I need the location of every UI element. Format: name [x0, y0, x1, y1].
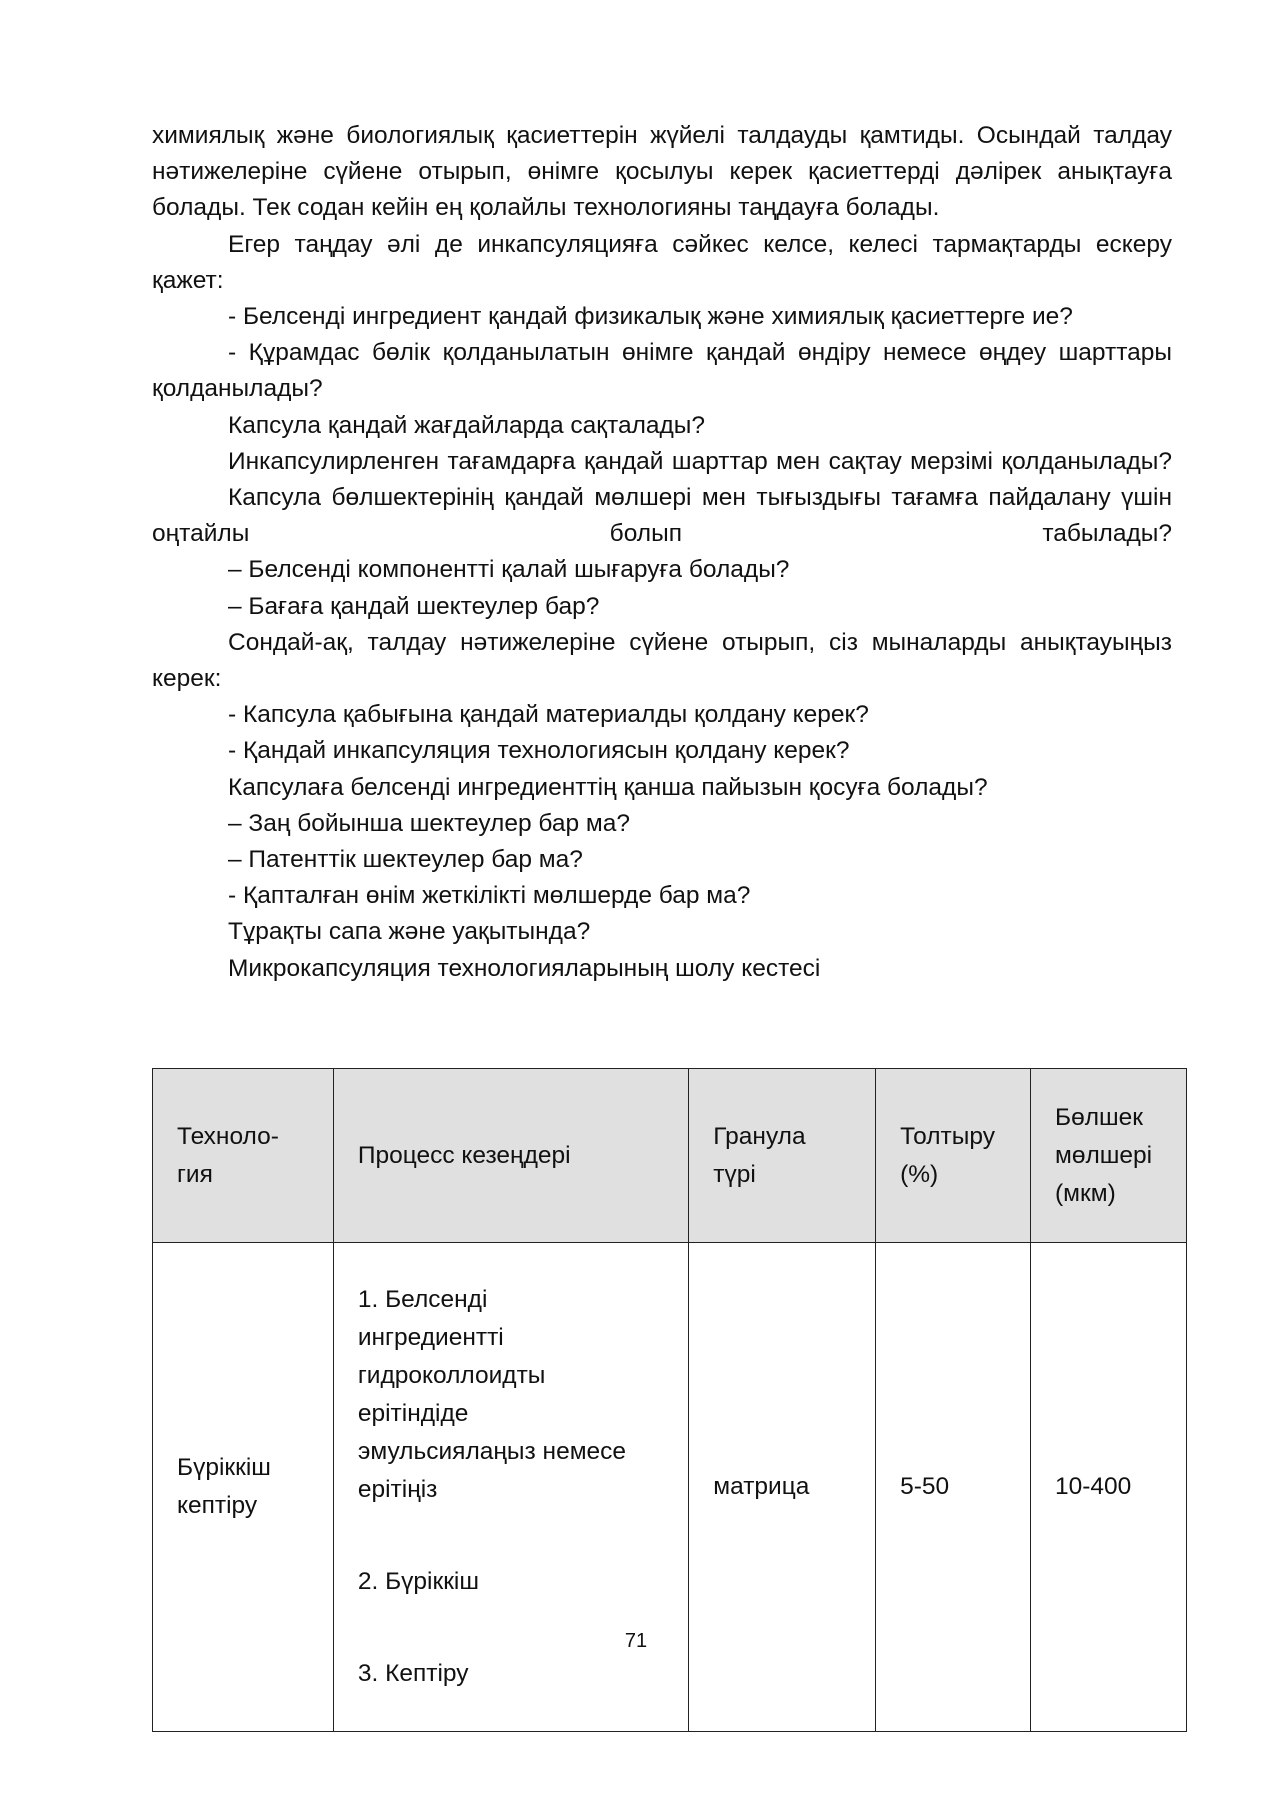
header-stages: Процесс кезеңдері: [333, 1069, 688, 1243]
paragraph: – Бағаға қандай шектеулер бар?: [228, 592, 600, 620]
cell-filling: 5-50: [876, 1243, 1031, 1732]
table-row: [153, 1243, 1187, 1732]
paragraph: Егер таңдау әлі де инкапсуляцияға сәйкес келсе, келесі тармақтарды ескеру қажет:: [152, 230, 1172, 294]
cell-granule: матрица: [689, 1243, 876, 1732]
paragraph: - Қапталған өнім жеткілікті мөлшерде бар ма?: [228, 882, 751, 910]
paragraph: - Қандай инкапсуляция технологиясын қолдану керек?: [228, 737, 850, 765]
stage-step: 2. Бүріккіш: [357, 1568, 480, 1595]
paragraph: Тұрақты сапа және уақытында?: [228, 918, 591, 946]
paragraph: – Белсенді компонентті қалай шығаруға болады?: [228, 556, 790, 584]
paragraph: - Құрамдас бөлік қолданылатын өнімге қандай өндіру немесе өңдеу шарттары қолданылады?: [152, 339, 1172, 403]
paragraph: Капсулаға белсенді ингредиенттің қанша пайызын қосуға болады?: [228, 773, 988, 801]
cell-size: 10-400: [1031, 1243, 1187, 1732]
stage-step: 3. Кептіру: [357, 1660, 469, 1687]
paragraph: Капсула бөлшектерінің қандай мөлшері мен тығыздығы тағамға пайдалану үшін оңтайлы болып табылады?: [152, 484, 1172, 548]
paragraph: химиялық және биологиялық қасиеттерін жүйелі талдауды қамтиды. Осындай талдау нәтижелеріне сүйене отырып, өнімге қосылуы керек қасиеттерді дәлірек анықтауға болады. Тек содан кейін ең қолайлы технологияны таңдауға болады.: [152, 122, 1172, 222]
header-technology: Техноло- гия: [153, 1069, 334, 1243]
header-granule: Гранула түрі: [689, 1069, 876, 1243]
paragraph: Инкапсулирленген тағамдарға қандай шарттар мен сақтау мерзімі қолданылады?: [228, 447, 1172, 475]
page-number: 71: [624, 1630, 648, 1652]
paragraph: - Капсула қабығына қандай материалды қолдану керек?: [228, 701, 869, 729]
cell-stages: [333, 1243, 688, 1732]
paragraph: Сондай-ақ, талдау нәтижелеріне сүйене отырып, сіз мыналарды анықтауыңыз керек:: [152, 628, 1172, 693]
stage-step: 1. Белсенді ингредиентті гидроколлоидты ерітіндіде эмульсиялаңыз немесе ерітіңіз: [357, 1286, 627, 1503]
paragraph: Капсула қандай жағдайларда сақталады?: [228, 411, 706, 439]
paragraph: - Белсенді ингредиент қандай физикалық және химиялық қасиеттерге ие?: [228, 303, 1073, 331]
paragraph: Микрокапсуляция технологияларының шолу кестесі: [228, 954, 821, 982]
paragraph: – Патенттік шектеулер бар ма?: [228, 846, 583, 874]
header-filling: Толтыру (%): [876, 1069, 1031, 1243]
body-text: [152, 118, 1172, 987]
cell-technology: Бүріккіш кептіру: [153, 1243, 334, 1732]
header-size: Бөлшек мөлшері (мкм): [1031, 1069, 1187, 1243]
paragraph: – Заң бойынша шектеулер бар ма?: [228, 809, 631, 837]
table-header-row: [153, 1069, 1187, 1243]
